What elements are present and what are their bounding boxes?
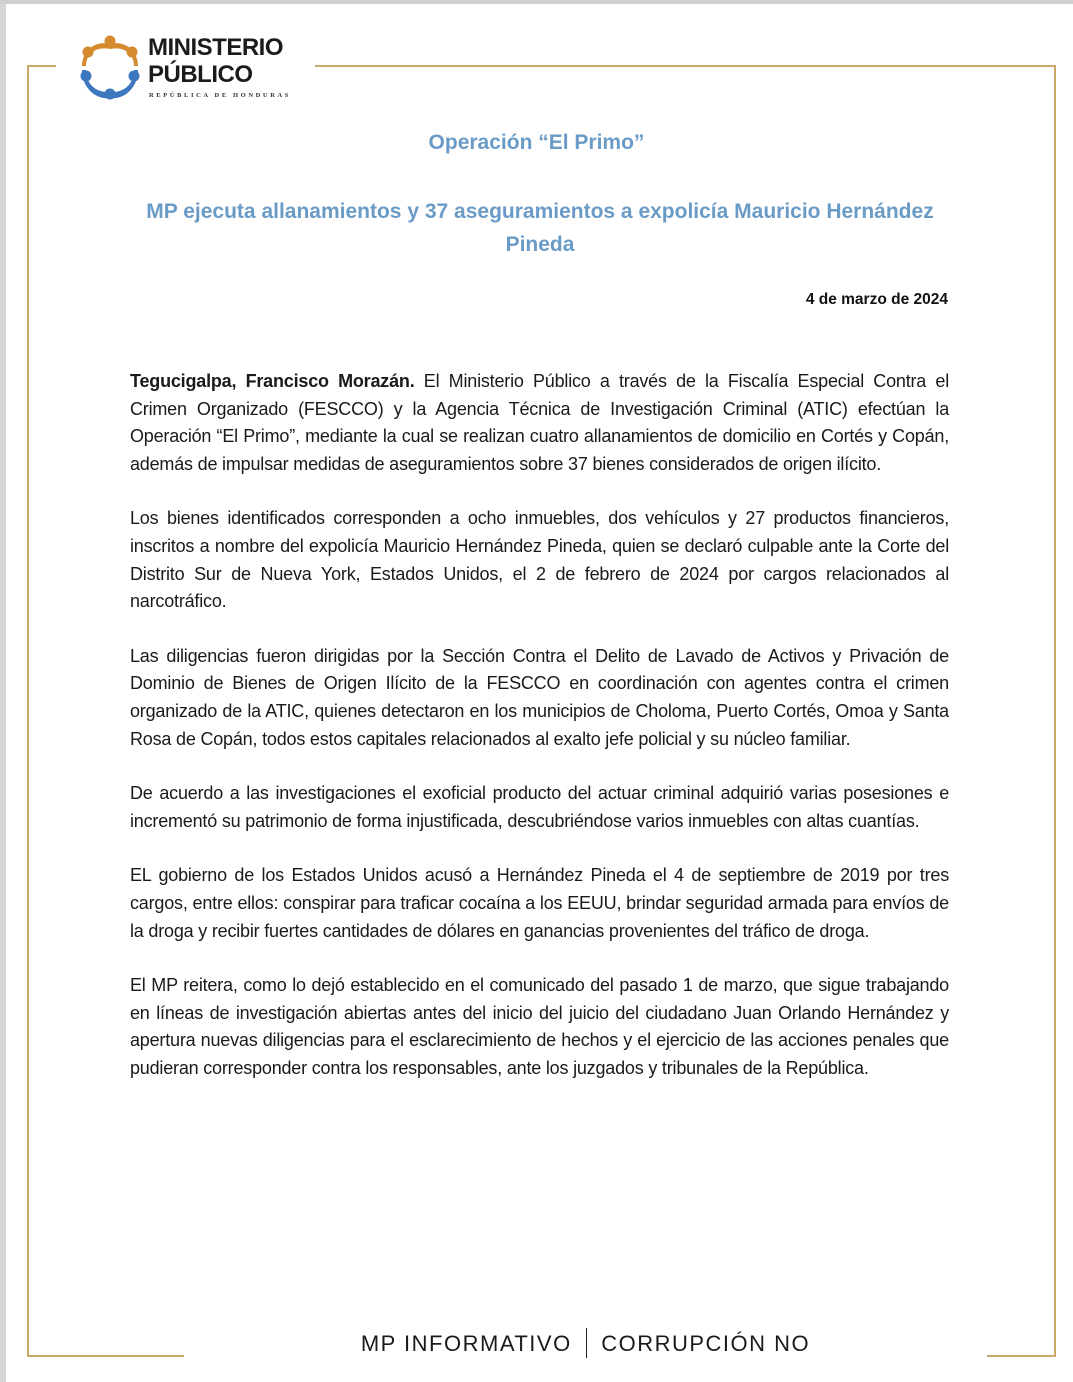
logo-title-line-1: MINISTERIO: [148, 34, 284, 61]
frame-border-bottom-right: [987, 1355, 1056, 1357]
ministerio-publico-logo: [70, 30, 310, 104]
frame-border-right: [1054, 65, 1056, 1357]
people-circle-logo-icon: [74, 32, 146, 104]
frame-border-top-right: [315, 65, 1056, 67]
frame-border-left: [27, 65, 29, 1357]
dateline: Tegucigalpa, Francisco Morazán.: [130, 371, 415, 391]
document-date: 4 de marzo de 2024: [805, 291, 948, 308]
paragraph-6: El MP reitera, como lo dejó establecido en el comunicado del pasado 1 de marzo, que sigue trabajando en líneas de investigación abiertas antes del inicio del juicio del ciudadano Juan Orlando Hernández y apertura nuevas diligencias para el esclarecimiento de hechos y el ejercicio de las acciones penales que pudieran corresponder contra los responsables, ante los juzgados y tribunales de la República.: [130, 975, 949, 1078]
footer-left-text: MP INFORMATIVO: [360, 1330, 572, 1356]
document-headline: MP ejecuta allanamientos y 37 aseguramientos a expolicía Mauricio Hernández Pineda: [146, 200, 934, 256]
paragraph-5: EL gobierno de los Estados Unidos acusó a Hernández Pineda el 4 de septiembre de 2019 por tres cargos, entre ellos: conspirar para traficar cocaína a los EEUU, brindar seguridad armada para envíos de la droga y recibir fuertes cantidades de dólares en ganancias provenientes del tráfico de droga.: [130, 865, 949, 941]
footer-divider: [586, 1328, 588, 1358]
paragraph-3: Las diligencias fueron dirigidas por la Sección Contra el Delito de Lavado de Activos y Privación de Dominio de Bienes de Origen Ilícito de la FESCCO en coordinación con agentes contra el crimen organizado de la ATIC, quienes detectaron en los municipios de Choloma, Puerto Cortés, Omoa y Santa Rosa de Copán, todos estos capitales relacionados al exalto jefe policial y su núcleo familiar.: [130, 645, 949, 749]
footer-right-text: CORRUPCIÓN NO: [601, 1330, 811, 1356]
page-edge-top: [0, 0, 1073, 4]
document-title: Operación “El Primo”: [428, 131, 645, 154]
frame-border-top-left: [27, 65, 56, 67]
frame-border-bottom-left: [27, 1355, 184, 1357]
page-edge-left: [0, 0, 6, 1382]
document-body: [130, 368, 949, 1109]
paragraph-2: Los bienes identificados corresponden a ocho inmuebles, dos vehículos y 27 productos financieros, inscritos a nombre del expolicía Mauricio Hernández Pineda, quien se declaró culpable ante la Corte del Distrito Sur de Nueva York, Estados Unidos, el 2 de febrero de 2024 por cargos relacionados al narcotráfico.: [130, 508, 949, 612]
logo-title-line-2: PÚBLICO: [148, 61, 253, 88]
paragraph-1-text: El Ministerio Público a través de la Fiscalía Especial Contra el Crimen Organizado (FESCCO) y la Agencia Técnica de Investigación Criminal (ATIC) efectúan la Operación “El Primo”, mediante la cual se realizan cuatro allanamientos de domicilio en Cortés y Copán, además de impulsar medidas de aseguramientos sobre 37 bienes considerados de origen ilícito.: [130, 371, 949, 474]
footer-slogan: [184, 1330, 987, 1360]
paragraph-4: De acuerdo a las investigaciones el exoficial producto del actuar criminal adquirió varias posesiones e incrementó su patrimonio de forma injustificada, descubriéndose varios inmuebles con altas cuantías.: [130, 783, 949, 831]
paragraph-1: [130, 368, 949, 478]
logo-subtitle: REPÚBLICA DE HONDURAS: [149, 92, 292, 99]
